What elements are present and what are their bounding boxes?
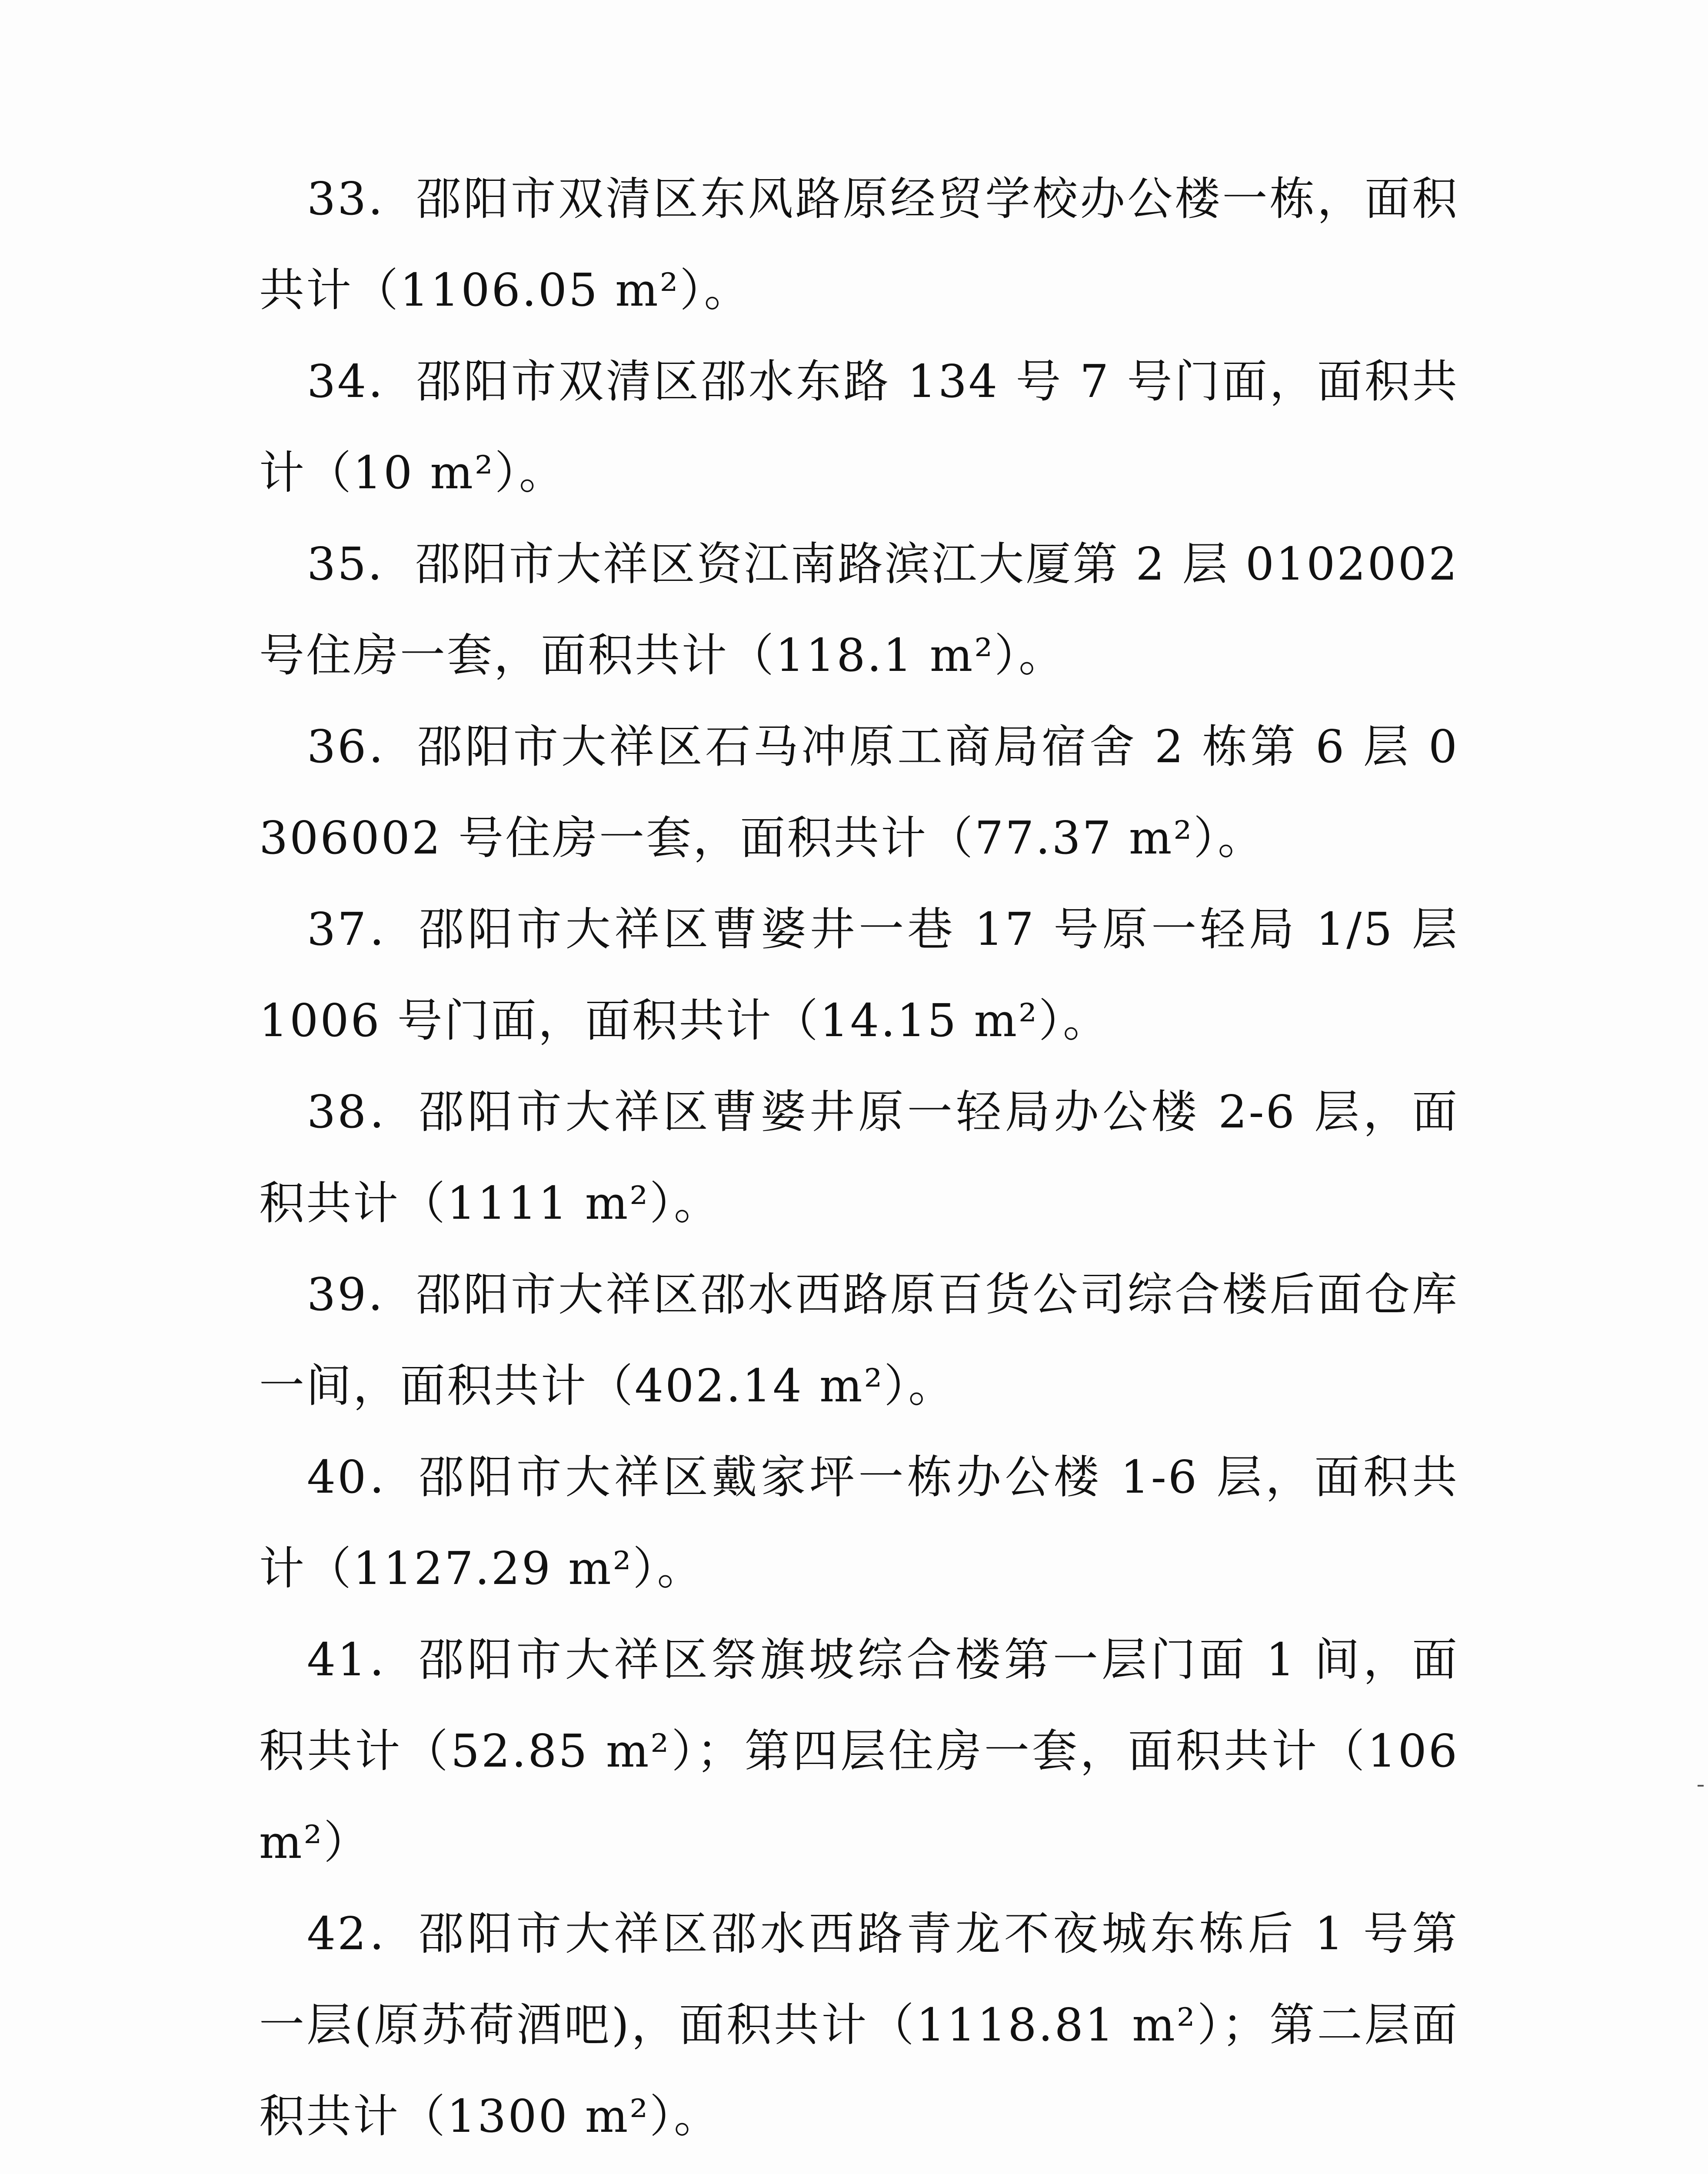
list-item-36: 36．邵阳市大祥区石马冲原工商局宿舍 2 栋第 6 层 0306002 号住房一套，面积共计（77.37 m²）。 xyxy=(259,720,1459,864)
list-item-40: 40．邵阳市大祥区戴家坪一栋办公楼 1-6 层，面积共计（1127.29 m²）。 xyxy=(259,1450,1459,1595)
list-item-43 xyxy=(259,2162,1459,2174)
list-item-34: 34．邵阳市双清区邵水东路 134 号 7 号门面，面积共计（10 m²）。 xyxy=(259,355,1459,499)
list-item-41: 41．邵阳市大祥区祭旗坡综合楼第一层门面 1 间，面积共计（52.85 m²）；第四层住房一套，面积共计（106 m²） xyxy=(259,1633,1459,1869)
scan-mark xyxy=(1698,1785,1704,1787)
property-list xyxy=(259,153,1459,2174)
list-item-33: 33．邵阳市双清区东风路原经贸学校办公楼一栋，面积共计（1106.05 m²）。 xyxy=(259,172,1459,317)
list-item-37: 37．邵阳市大祥区曹婆井一巷 17 号原一轻局 1/5 层 1006 号门面，面积共计（14.15 m²）。 xyxy=(259,903,1459,1047)
list-item-38: 38．邵阳市大祥区曹婆井原一轻局办公楼 2-6 层，面积共计（1111 m²）。 xyxy=(259,1085,1459,1230)
list-item-39: 39．邵阳市大祥区邵水西路原百货公司综合楼后面仓库一间，面积共计（402.14 m²）。 xyxy=(259,1268,1459,1412)
list-item-42: 42．邵阳市大祥区邵水西路青龙不夜城东栋后 1 号第一层(原苏荷酒吧)，面积共计（1118.81 m²）；第二层面积共计（1300 m²）。 xyxy=(259,1907,1459,2143)
list-item-35: 35．邵阳市大祥区资江南路滨江大厦第 2 层 0102002 号住房一套，面积共计（118.1 m²）。 xyxy=(259,537,1459,682)
